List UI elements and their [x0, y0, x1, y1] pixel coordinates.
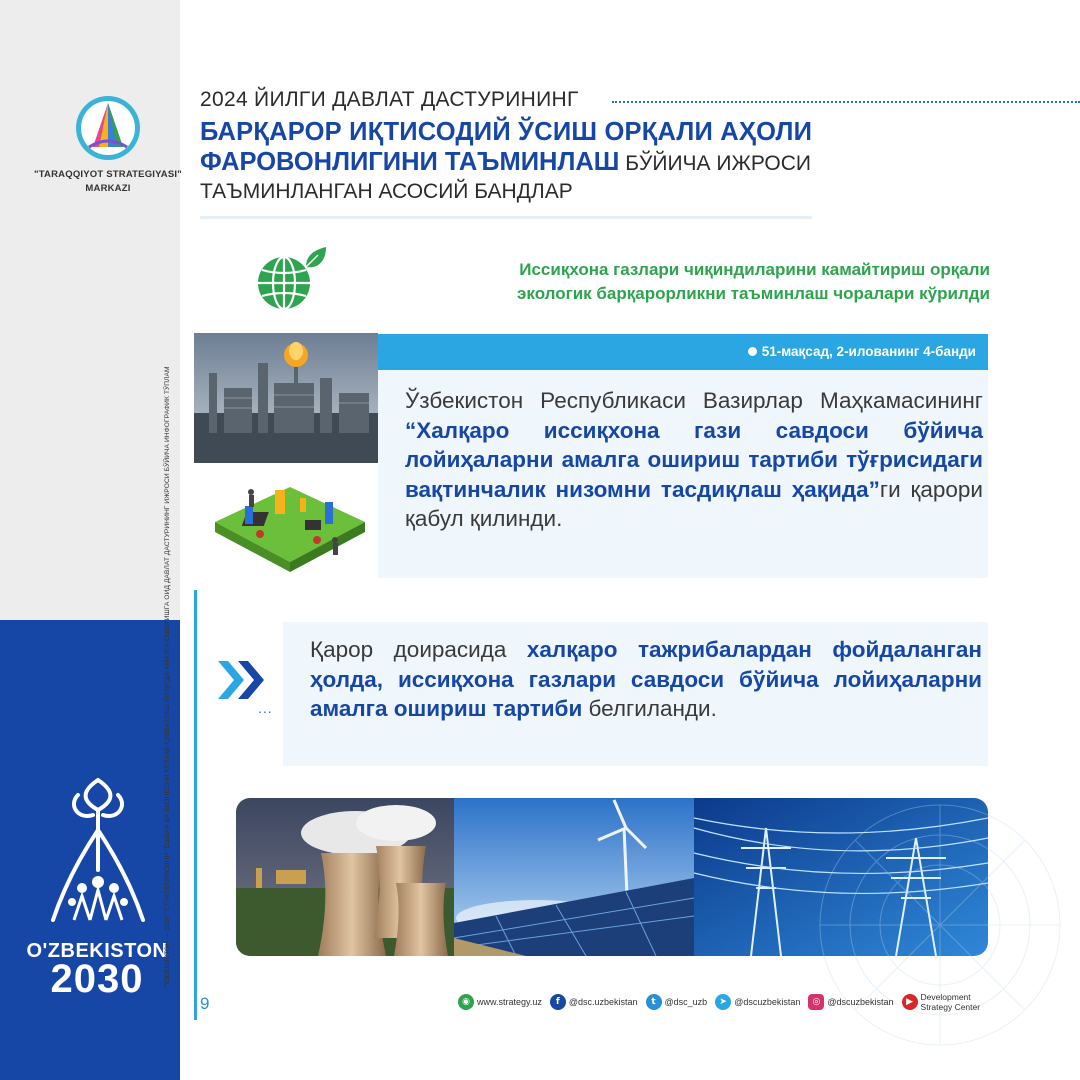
- emblem-country: O'ZBEKISTON: [26, 940, 168, 962]
- logo-line1: "TARAQQIYOT STRATEGIYASI": [34, 169, 182, 180]
- footer-link-youtube[interactable]: [902, 992, 981, 1012]
- goal-tag: [748, 344, 976, 359]
- footer-link-label: @dsc.uzbekistan: [568, 997, 638, 1007]
- vertical-accent-line: [194, 590, 197, 1020]
- procedure-text-highlight: халқаро тажрибалардан фойдаланган ҳолда, иссиқхона газлари савдоси бўйича лойиҳаларни амалга ошириш тартиби: [310, 637, 982, 721]
- facebook-icon: f: [550, 994, 566, 1010]
- strategy-center-logo: [75, 95, 141, 161]
- footer-link-website[interactable]: [458, 994, 542, 1010]
- section-title: [374, 258, 990, 306]
- section-title-line1: Иссиқхона газлари чиқиндиларини камайтириш орқали: [519, 260, 990, 279]
- page-number: 9: [200, 994, 210, 1013]
- decision-text-highlight: “Халқаро иссиқхона гази савдоси бўйича лойиҳаларни амалга ошириш тартиби тўғрисидаги вақтинчалик низомни тасдиқлаш ҳақида”: [405, 417, 983, 502]
- goal-tag-text: 51-мақсад, 2-илованинг 4-банди: [761, 344, 976, 359]
- globe-icon: ◉: [458, 994, 474, 1010]
- procedure-text-before: Қарор доирасида: [310, 637, 527, 662]
- youtube-label-line1: Development: [920, 992, 971, 1002]
- refinery-photo: [194, 333, 378, 463]
- header-line4: ТАЪМИНЛАНГАН АСОСИЙ БАНДЛАР: [200, 180, 573, 203]
- footer-link-label: @dsc_uzb: [664, 997, 708, 1007]
- procedure-text-after: белгиланди.: [582, 696, 717, 721]
- uzbekistan-2030-emblem: [38, 770, 158, 930]
- circuit-board-illustration: [205, 462, 370, 582]
- bullet-dot-icon: [748, 347, 757, 356]
- header-line3-rest: БЎЙИЧА ИЖРОСИ: [619, 152, 812, 175]
- footer-link-telegram[interactable]: [715, 994, 800, 1010]
- vertical-series-title: "ЎЗБЕКИСТОН — 2030" СТРАТЕГИЯСИНИ "ЁШЛАР ВА БИЗНЕСНИ ҚЎЛЛАБ-ҚУВВАТЛАШ ЙИЛИ"ДА АМАЛГА ОШИРИШГА ОИД ДАВЛАТ ДАСТУРИНИНГ ИЖРОСИ БЎЙИЧА ИНФОГРАФИК ТЎПЛАМ: [164, 366, 171, 988]
- double-chevron-right-icon: [214, 655, 270, 705]
- youtube-label: [921, 992, 981, 1012]
- telegram-icon: ➤: [715, 994, 731, 1010]
- footer-link-facebook[interactable]: [550, 994, 638, 1010]
- procedure-text: [310, 635, 982, 724]
- decision-text-before: Ўзбекистон Республикаси Вазирлар Маҳкамасининг: [405, 388, 983, 413]
- chevron-dots: ...: [258, 700, 273, 716]
- decision-text-after: ги қарори қабул қилинди.: [405, 476, 983, 531]
- logo-caption: [20, 168, 196, 196]
- footer-link-twitter[interactable]: [646, 994, 708, 1010]
- header-line3: [200, 148, 811, 177]
- header-line1: 2024 ЙИЛГИ ДАВЛАТ ДАСТУРИНИНГ: [200, 88, 579, 111]
- logo-line2: MARKAZI: [85, 183, 131, 194]
- social-links: [458, 990, 988, 1014]
- header-line3-bold: ФАРОВОНЛИГИНИ ТАЪМИНЛАШ: [200, 148, 620, 176]
- decorative-pattern: [800, 770, 1080, 1080]
- youtube-label-line2: Strategy Center: [920, 1002, 981, 1012]
- goal-bar: [378, 334, 988, 370]
- youtube-icon: ▶: [902, 994, 918, 1010]
- footer-link-label: www.strategy.uz: [477, 997, 542, 1007]
- globe-leaf-icon: [254, 245, 328, 315]
- header-dotted-rule: [612, 101, 1080, 103]
- header-underline: [200, 216, 812, 219]
- header-line2: БАРҚАРОР ИҚТИСОДИЙ ЎСИШ ОРҚАЛИ АҲОЛИ: [200, 118, 813, 146]
- sidebar-top-panel: [0, 0, 180, 620]
- twitter-icon: t: [646, 994, 662, 1010]
- decision-text: [405, 386, 983, 534]
- footer-link-instagram[interactable]: [808, 994, 893, 1010]
- footer-link-label: @dscuzbekistan: [734, 997, 801, 1007]
- section-title-line2: экологик барқарорликни таъминлаш чоралари кўрилди: [517, 284, 990, 303]
- emblem-year: 2030: [50, 957, 144, 1001]
- footer-link-label: @dscuzbekistan: [827, 997, 894, 1007]
- instagram-icon: ◎: [808, 994, 824, 1010]
